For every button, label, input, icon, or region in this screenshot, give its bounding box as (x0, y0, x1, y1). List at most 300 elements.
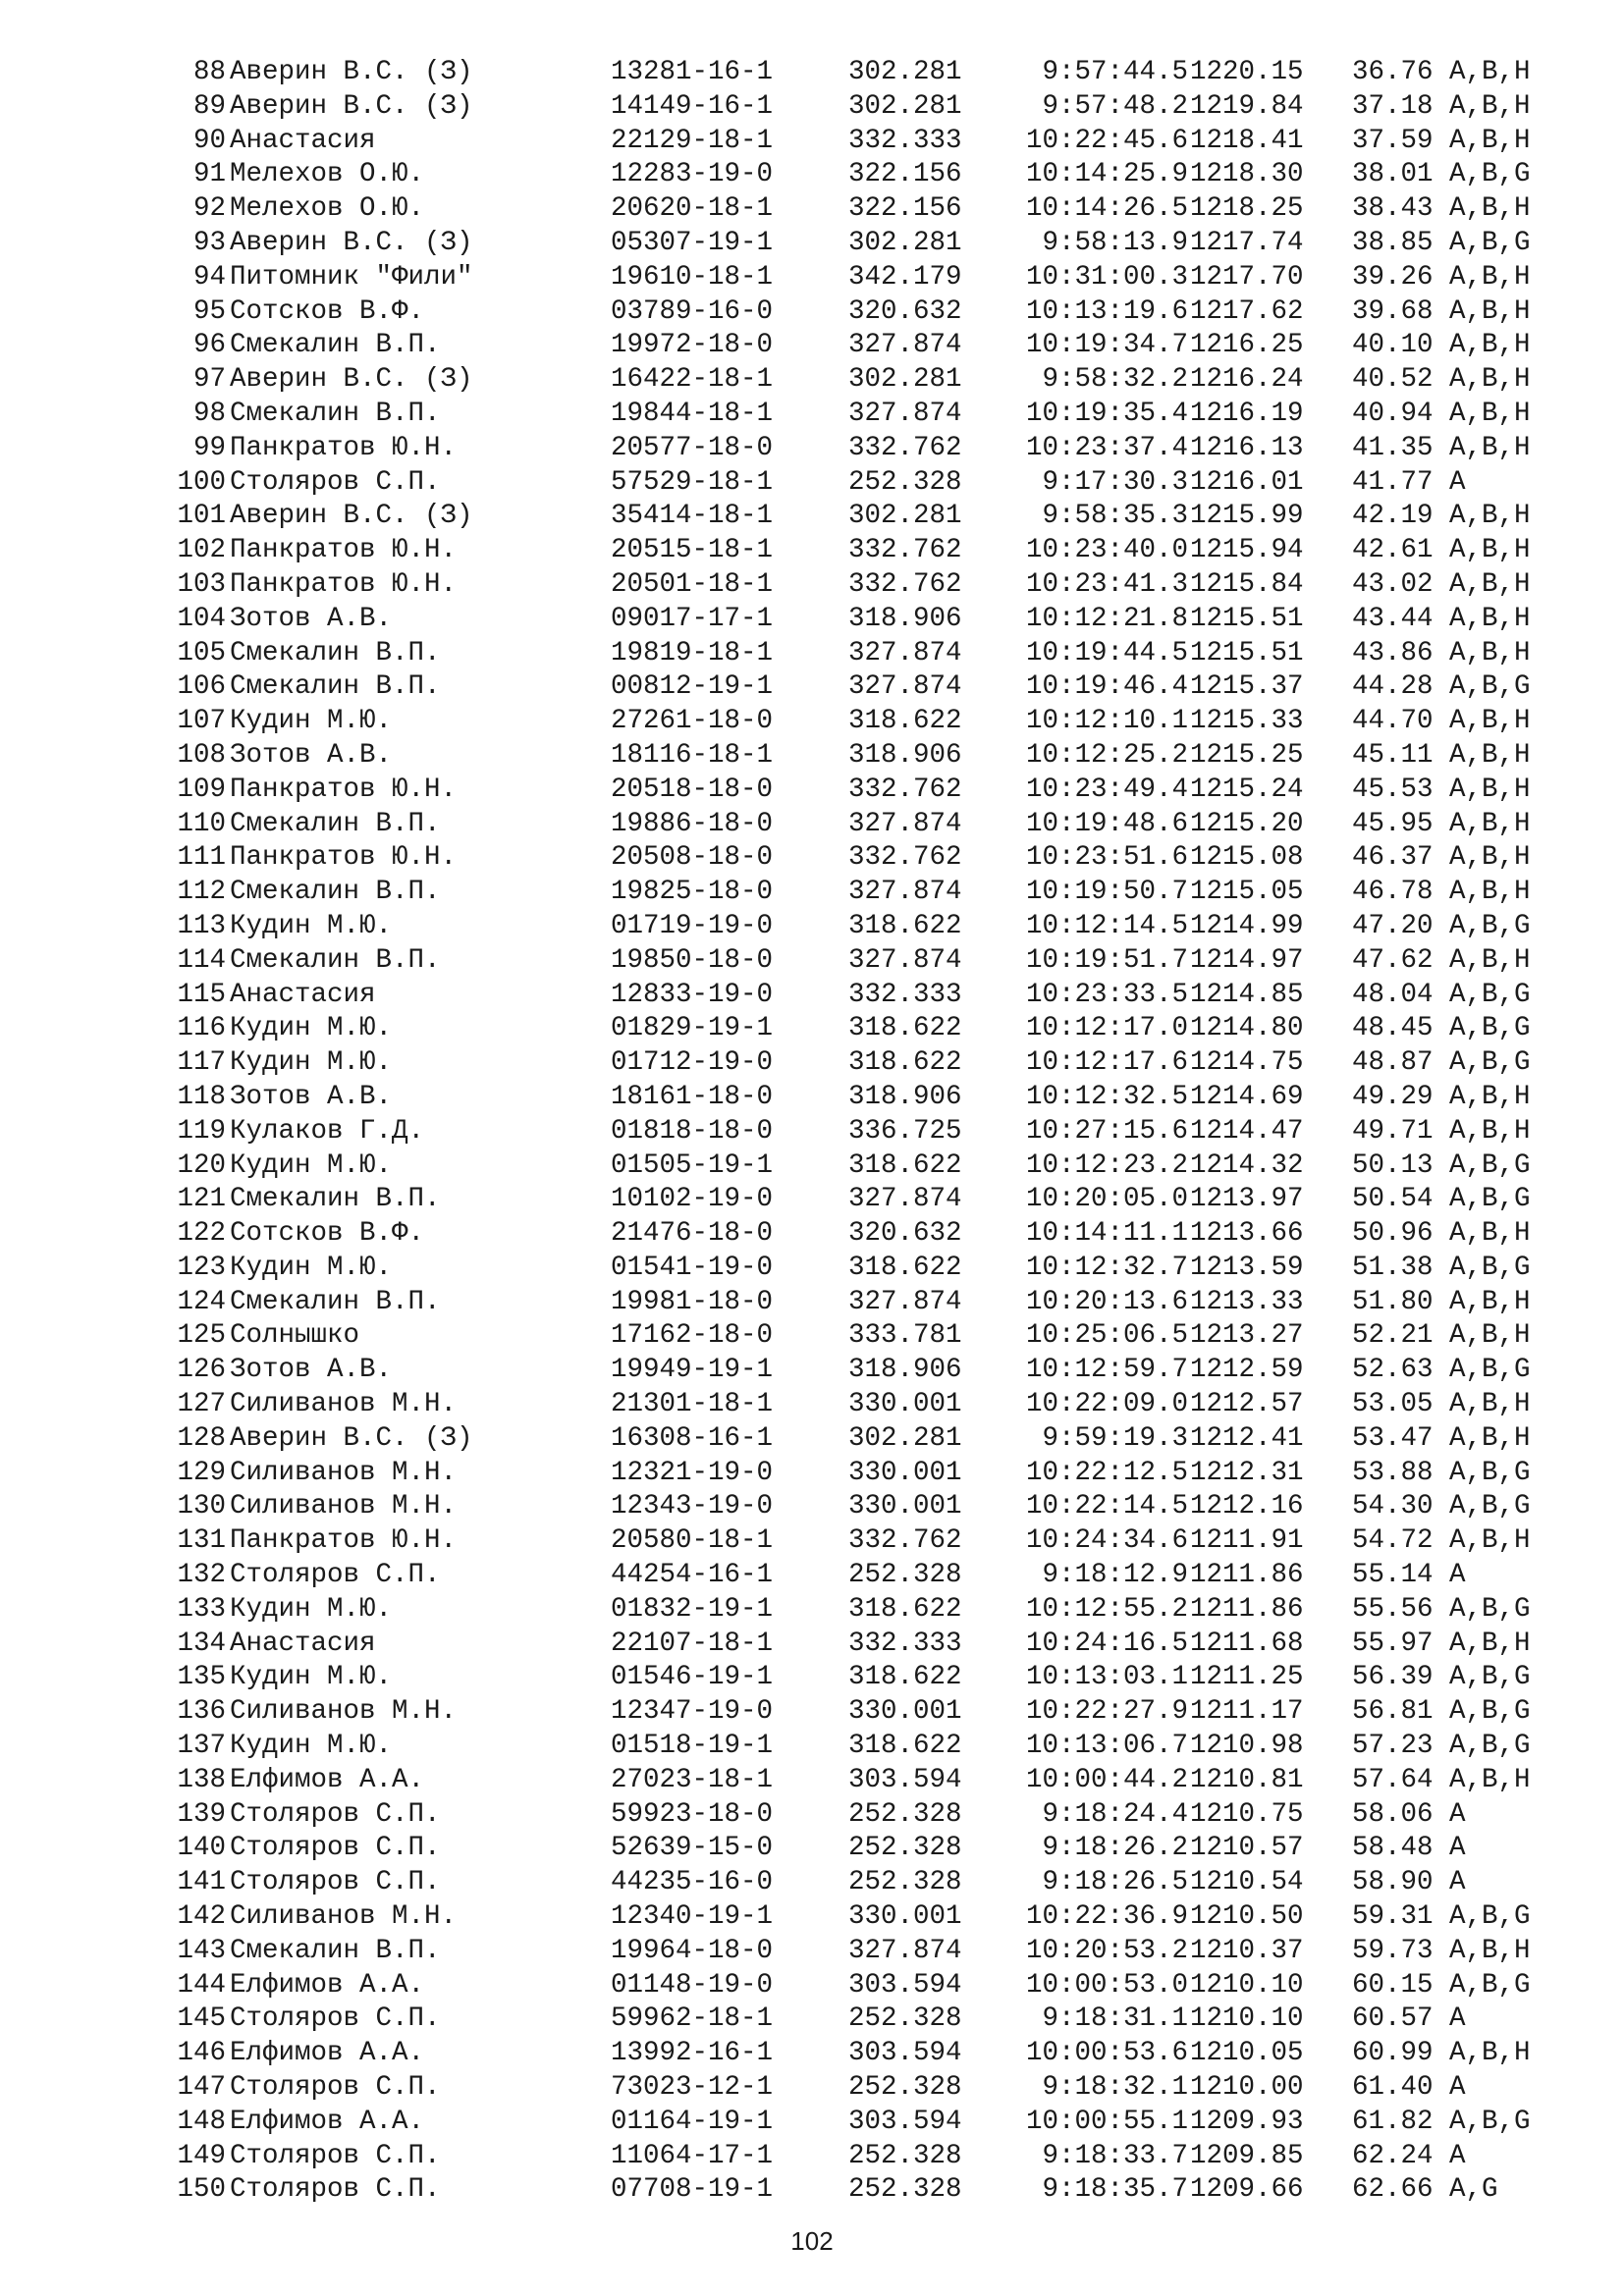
coefficient: 42.19 A,B,H (1352, 501, 1531, 532)
coefficient: 46.37 A,B,H (1352, 842, 1531, 874)
speed: 1212.16 (1190, 1491, 1304, 1522)
distance: 252.328 (848, 466, 962, 498)
ring-number: 01505-19-1 (611, 1149, 774, 1181)
ring-number: 16422-18-1 (611, 364, 774, 396)
arrival-time: 10:14:11.1 (1025, 1218, 1188, 1250)
speed: 1209.93 (1190, 2106, 1304, 2137)
speed: 1210.98 (1190, 1731, 1304, 1762)
ring-number: 01164-19-1 (611, 2106, 774, 2137)
fancier-name: Панкратов Ю.Н. (230, 1525, 458, 1557)
speed: 1217.74 (1190, 227, 1304, 258)
speed: 1215.20 (1190, 808, 1304, 839)
fancier-name: Аверин В.С. (З) (230, 57, 473, 87)
row-number: 146 (177, 2038, 226, 2069)
ring-number: 44254-16-1 (611, 1560, 774, 1591)
distance: 303.594 (848, 1969, 962, 2001)
fancier-name: Смекалин В.П. (230, 637, 441, 668)
speed: 1215.08 (1190, 842, 1304, 874)
fancier-name: Панкратов Ю.Н. (230, 774, 458, 805)
arrival-time: 10:12:25.2 (1025, 739, 1188, 771)
speed: 1216.24 (1190, 364, 1304, 396)
speed: 1211.86 (1190, 1560, 1304, 1591)
distance: 322.156 (848, 193, 962, 225)
coefficient: 49.71 A,B,H (1352, 1115, 1531, 1147)
speed: 1213.66 (1190, 1218, 1304, 1250)
row-number: 122 (177, 1218, 226, 1250)
speed: 1210.10 (1190, 1969, 1304, 2001)
ring-number: 17162-18-0 (611, 1320, 774, 1352)
ring-number: 44235-16-0 (611, 1867, 774, 1898)
fancier-name: Столяров С.П. (230, 1560, 441, 1591)
arrival-time: 10:25:06.5 (1025, 1320, 1188, 1352)
coefficient: 37.59 A,B,H (1352, 125, 1531, 156)
speed: 1220.15 (1190, 57, 1304, 87)
speed: 1214.99 (1190, 910, 1304, 941)
distance: 318.622 (848, 910, 962, 941)
coefficient: 55.14 A (1352, 1560, 1466, 1591)
speed: 1215.33 (1190, 706, 1304, 737)
distance: 318.906 (848, 1081, 962, 1112)
distance: 327.874 (848, 398, 962, 429)
row-number: 138 (177, 1764, 226, 1795)
distance: 303.594 (848, 2106, 962, 2137)
speed: 1210.50 (1190, 1901, 1304, 1933)
ring-number: 11064-17-1 (611, 2140, 774, 2171)
fancier-name: Столяров С.П. (230, 1798, 441, 1830)
row-number: 100 (177, 466, 226, 498)
ring-number: 27023-18-1 (611, 1764, 774, 1795)
arrival-time: 9:18:12.9 (1042, 1560, 1188, 1591)
row-number: 119 (177, 1115, 226, 1147)
coefficient: 45.95 A,B,H (1352, 808, 1531, 839)
fancier-name: Панкратов Ю.Н. (230, 432, 458, 463)
ring-number: 19981-18-0 (611, 1286, 774, 1317)
coefficient: 55.56 A,B,G (1352, 1593, 1531, 1625)
speed: 1210.05 (1190, 2038, 1304, 2069)
coefficient: 54.30 A,B,G (1352, 1491, 1531, 1522)
arrival-time: 10:12:55.2 (1025, 1593, 1188, 1625)
arrival-time: 10:19:46.4 (1025, 671, 1188, 703)
speed: 1218.30 (1190, 159, 1304, 190)
fancier-name: Мелехов О.Ю. (230, 193, 425, 225)
arrival-time: 9:58:13.9 (1042, 227, 1188, 258)
fancier-name: Аверин В.С. (З) (230, 501, 473, 532)
speed: 1216.13 (1190, 432, 1304, 463)
row-number: 101 (177, 501, 226, 532)
ring-number: 20508-18-0 (611, 842, 774, 874)
ring-number: 19886-18-0 (611, 808, 774, 839)
distance: 342.179 (848, 261, 962, 293)
speed: 1212.31 (1190, 1457, 1304, 1488)
distance: 302.281 (848, 227, 962, 258)
row-number: 131 (177, 1525, 226, 1557)
speed: 1213.33 (1190, 1286, 1304, 1317)
arrival-time: 10:23:41.3 (1025, 568, 1188, 600)
fancier-name: Смекалин В.П. (230, 398, 441, 429)
coefficient: 62.66 A,G (1352, 2174, 1498, 2206)
row-number: 112 (177, 877, 226, 908)
speed: 1210.37 (1190, 1935, 1304, 1966)
arrival-time: 10:13:06.7 (1025, 1731, 1188, 1762)
speed: 1215.84 (1190, 568, 1304, 600)
coefficient: 44.28 A,B,G (1352, 671, 1531, 703)
coefficient: 56.81 A,B,G (1352, 1696, 1531, 1728)
speed: 1215.37 (1190, 671, 1304, 703)
arrival-time: 10:22:12.5 (1025, 1457, 1188, 1488)
distance: 332.762 (848, 568, 962, 600)
fancier-name: Елфимов А.А. (230, 1764, 425, 1795)
row-number: 109 (177, 774, 226, 805)
row-number: 92 (192, 193, 226, 225)
speed: 1210.75 (1190, 1798, 1304, 1830)
speed: 1215.51 (1190, 603, 1304, 634)
ring-number: 59962-18-1 (611, 2003, 774, 2035)
coefficient: 48.87 A,B,G (1352, 1047, 1531, 1079)
arrival-time: 10:14:25.9 (1025, 159, 1188, 190)
row-number: 143 (177, 1935, 226, 1966)
coefficient: 57.23 A,B,G (1352, 1731, 1531, 1762)
speed: 1210.00 (1190, 2072, 1304, 2104)
distance: 332.762 (848, 774, 962, 805)
ring-number: 16308-16-1 (611, 1422, 774, 1454)
arrival-time: 10:12:14.5 (1025, 910, 1188, 941)
arrival-time: 10:22:09.0 (1025, 1389, 1188, 1420)
ring-number: 12340-19-1 (611, 1901, 774, 1933)
fancier-name: Кудин М.Ю. (230, 1149, 393, 1181)
coefficient: 52.21 A,B,H (1352, 1320, 1531, 1352)
distance: 302.281 (848, 1422, 962, 1454)
coefficient: 41.35 A,B,H (1352, 432, 1531, 463)
fancier-name: Кудин М.Ю. (230, 1593, 393, 1625)
ring-number: 20501-18-1 (611, 568, 774, 600)
fancier-name: Солнышко (230, 1320, 360, 1352)
fancier-name: Кудин М.Ю. (230, 1013, 393, 1044)
distance: 303.594 (848, 2038, 962, 2069)
coefficient: 58.06 A (1352, 1798, 1466, 1830)
coefficient: 62.24 A (1352, 2140, 1466, 2171)
fancier-name: Кудин М.Ю. (230, 910, 393, 941)
ring-number: 19844-18-1 (611, 398, 774, 429)
distance: 252.328 (848, 2072, 962, 2104)
fancier-name: Панкратов Ю.Н. (230, 568, 458, 600)
coefficient: 37.18 A,B,H (1352, 90, 1531, 122)
coefficient: 38.43 A,B,H (1352, 193, 1531, 225)
speed: 1214.32 (1190, 1149, 1304, 1181)
page-number: 102 (790, 2226, 834, 2256)
ring-number: 21476-18-0 (611, 1218, 774, 1250)
speed: 1212.59 (1190, 1355, 1304, 1386)
fancier-name: Кудин М.Ю. (230, 1252, 393, 1283)
speed: 1210.54 (1190, 1867, 1304, 1898)
arrival-time: 10:20:05.0 (1025, 1184, 1188, 1215)
distance: 318.622 (848, 1047, 962, 1079)
distance: 302.281 (848, 364, 962, 396)
speed: 1211.25 (1190, 1662, 1304, 1693)
speed: 1214.80 (1190, 1013, 1304, 1044)
arrival-time: 9:18:26.5 (1042, 1867, 1188, 1898)
ring-number: 27261-18-0 (611, 706, 774, 737)
distance: 318.622 (848, 706, 962, 737)
arrival-time: 10:13:19.6 (1025, 295, 1188, 327)
row-number: 96 (192, 330, 226, 361)
arrival-time: 9:18:31.1 (1042, 2003, 1188, 2035)
row-number: 120 (177, 1149, 226, 1181)
distance: 252.328 (848, 2174, 962, 2206)
coefficient: 44.70 A,B,H (1352, 706, 1531, 737)
row-number: 136 (177, 1696, 226, 1728)
row-number: 94 (192, 261, 226, 293)
row-number: 124 (177, 1286, 226, 1317)
row-number: 116 (177, 1013, 226, 1044)
distance: 318.906 (848, 603, 962, 634)
row-number: 121 (177, 1184, 226, 1215)
ring-number: 01832-19-1 (611, 1593, 774, 1625)
speed: 1210.10 (1190, 2003, 1304, 2035)
fancier-name: Столяров С.П. (230, 466, 441, 498)
distance: 252.328 (848, 2140, 962, 2171)
fancier-name: Силиванов М.Н. (230, 1696, 458, 1728)
coefficient: 52.63 A,B,G (1352, 1355, 1531, 1386)
fancier-name: Анастасия (230, 1628, 376, 1659)
distance: 332.333 (848, 979, 962, 1010)
speed: 1213.97 (1190, 1184, 1304, 1215)
ring-number: 01546-19-1 (611, 1662, 774, 1693)
row-number: 139 (177, 1798, 226, 1830)
fancier-name: Зотов А.В. (230, 1355, 393, 1386)
speed: 1214.47 (1190, 1115, 1304, 1147)
distance: 327.874 (848, 944, 962, 976)
row-number: 148 (177, 2106, 226, 2137)
fancier-name: Анастасия (230, 125, 376, 156)
distance: 320.632 (848, 295, 962, 327)
coefficient: 47.20 A,B,G (1352, 910, 1531, 941)
row-number: 128 (177, 1422, 226, 1454)
ring-number: 01829-19-1 (611, 1013, 774, 1044)
distance: 332.333 (848, 1628, 962, 1659)
ring-number: 21301-18-1 (611, 1389, 774, 1420)
arrival-time: 10:12:32.7 (1025, 1252, 1188, 1283)
coefficient: 53.05 A,B,H (1352, 1389, 1531, 1420)
ring-number: 13992-16-1 (611, 2038, 774, 2069)
ring-number: 19949-19-1 (611, 1355, 774, 1386)
arrival-time: 10:23:51.6 (1025, 842, 1188, 874)
arrival-time: 10:20:13.6 (1025, 1286, 1188, 1317)
row-number: 97 (192, 364, 226, 396)
arrival-time: 10:19:44.5 (1025, 637, 1188, 668)
fancier-name: Зотов А.В. (230, 603, 393, 634)
distance: 327.874 (848, 877, 962, 908)
distance: 318.622 (848, 1662, 962, 1693)
speed: 1218.25 (1190, 193, 1304, 225)
fancier-name: Смекалин В.П. (230, 1184, 441, 1215)
ring-number: 22129-18-1 (611, 125, 774, 156)
arrival-time: 10:12:23.2 (1025, 1149, 1188, 1181)
row-number: 102 (177, 535, 226, 566)
ring-number: 01712-19-0 (611, 1047, 774, 1079)
coefficient: 49.29 A,B,H (1352, 1081, 1531, 1112)
fancier-name: Кудин М.Ю. (230, 706, 393, 737)
row-number: 106 (177, 671, 226, 703)
speed: 1210.81 (1190, 1764, 1304, 1795)
ring-number: 18161-18-0 (611, 1081, 774, 1112)
ring-number: 52639-15-0 (611, 1833, 774, 1864)
row-number: 142 (177, 1901, 226, 1933)
coefficient: 42.61 A,B,H (1352, 535, 1531, 566)
arrival-time: 10:12:17.6 (1025, 1047, 1188, 1079)
speed: 1211.68 (1190, 1628, 1304, 1659)
speed: 1211.86 (1190, 1593, 1304, 1625)
ring-number: 18116-18-1 (611, 739, 774, 771)
distance: 332.762 (848, 535, 962, 566)
arrival-time: 10:12:10.1 (1025, 706, 1188, 737)
row-number: 113 (177, 910, 226, 941)
distance: 330.001 (848, 1457, 962, 1488)
arrival-time: 10:22:45.6 (1025, 125, 1188, 156)
fancier-name: Аверин В.С. (З) (230, 1422, 473, 1454)
row-number: 132 (177, 1560, 226, 1591)
fancier-name: Елфимов А.А. (230, 2106, 425, 2137)
distance: 318.906 (848, 739, 962, 771)
fancier-name: Аверин В.С. (З) (230, 227, 473, 258)
fancier-name: Силиванов М.Н. (230, 1901, 458, 1933)
arrival-time: 9:18:32.1 (1042, 2072, 1188, 2104)
arrival-time: 10:23:40.0 (1025, 535, 1188, 566)
row-number: 130 (177, 1491, 226, 1522)
fancier-name: Аверин В.С. (З) (230, 90, 473, 122)
row-number: 115 (177, 979, 226, 1010)
distance: 327.874 (848, 330, 962, 361)
row-number: 137 (177, 1731, 226, 1762)
distance: 318.622 (848, 1252, 962, 1283)
speed: 1215.51 (1190, 637, 1304, 668)
speed: 1212.41 (1190, 1422, 1304, 1454)
ring-number: 19610-18-1 (611, 261, 774, 293)
fancier-name: Питомник "Фили" (230, 261, 473, 293)
arrival-time: 10:23:49.4 (1025, 774, 1188, 805)
coefficient: 36.76 A,B,H (1352, 57, 1531, 87)
row-number: 91 (192, 159, 226, 190)
arrival-time: 10:13:03.1 (1025, 1662, 1188, 1693)
speed: 1211.91 (1190, 1525, 1304, 1557)
coefficient: 50.96 A,B,H (1352, 1218, 1531, 1250)
arrival-time: 9:17:30.3 (1042, 466, 1188, 498)
coefficient: 57.64 A,B,H (1352, 1764, 1531, 1795)
arrival-time: 9:18:33.7 (1042, 2140, 1188, 2171)
coefficient: 41.77 A (1352, 466, 1466, 498)
fancier-name: Смекалин В.П. (230, 1286, 441, 1317)
fancier-name: Смекалин В.П. (230, 944, 441, 976)
fancier-name: Смекалин В.П. (230, 671, 441, 703)
row-number: 104 (177, 603, 226, 634)
coefficient: 46.78 A,B,H (1352, 877, 1531, 908)
speed: 1210.57 (1190, 1833, 1304, 1864)
ring-number: 01818-18-0 (611, 1115, 774, 1147)
speed: 1216.01 (1190, 466, 1304, 498)
distance: 327.874 (848, 1935, 962, 1966)
distance: 302.281 (848, 501, 962, 532)
coefficient: 61.40 A (1352, 2072, 1466, 2104)
coefficient: 58.48 A (1352, 1833, 1466, 1864)
fancier-name: Кудин М.Ю. (230, 1731, 393, 1762)
fancier-name: Кудин М.Ю. (230, 1047, 393, 1079)
arrival-time: 10:00:53.6 (1025, 2038, 1188, 2069)
coefficient: 43.44 A,B,H (1352, 603, 1531, 634)
coefficient: 60.99 A,B,H (1352, 2038, 1531, 2069)
row-number: 135 (177, 1662, 226, 1693)
distance: 252.328 (848, 1798, 962, 1830)
coefficient: 47.62 A,B,H (1352, 944, 1531, 976)
fancier-name: Столяров С.П. (230, 1833, 441, 1864)
row-number: 117 (177, 1047, 226, 1079)
row-number: 140 (177, 1833, 226, 1864)
ring-number: 35414-18-1 (611, 501, 774, 532)
ring-number: 12321-19-0 (611, 1457, 774, 1488)
distance: 327.874 (848, 808, 962, 839)
ring-number: 20515-18-1 (611, 535, 774, 566)
coefficient: 53.88 A,B,G (1352, 1457, 1531, 1488)
ring-number: 22107-18-1 (611, 1628, 774, 1659)
coefficient: 61.82 A,B,G (1352, 2106, 1531, 2137)
fancier-name: Смекалин В.П. (230, 808, 441, 839)
arrival-time: 10:12:59.7 (1025, 1355, 1188, 1386)
speed: 1215.99 (1190, 501, 1304, 532)
row-number: 144 (177, 1969, 226, 2001)
ring-number: 01719-19-0 (611, 910, 774, 941)
arrival-time: 10:12:21.8 (1025, 603, 1188, 634)
ring-number: 13281-16-1 (611, 57, 774, 87)
row-number: 133 (177, 1593, 226, 1625)
arrival-time: 10:19:51.7 (1025, 944, 1188, 976)
distance: 252.328 (848, 1867, 962, 1898)
coefficient: 43.86 A,B,H (1352, 637, 1531, 668)
arrival-time: 10:00:44.2 (1025, 1764, 1188, 1795)
fancier-name: Елфимов А.А. (230, 2038, 425, 2069)
speed: 1218.41 (1190, 125, 1304, 156)
coefficient: 39.68 A,B,H (1352, 295, 1531, 327)
coefficient: 38.01 A,B,G (1352, 159, 1531, 190)
ring-number: 20577-18-0 (611, 432, 774, 463)
coefficient: 50.54 A,B,G (1352, 1184, 1531, 1215)
fancier-name: Столяров С.П. (230, 1867, 441, 1898)
fancier-name: Панкратов Ю.Н. (230, 535, 458, 566)
row-number: 127 (177, 1389, 226, 1420)
speed: 1216.25 (1190, 330, 1304, 361)
ring-number: 01541-19-0 (611, 1252, 774, 1283)
coefficient: 54.72 A,B,H (1352, 1525, 1531, 1557)
arrival-time: 9:18:35.7 (1042, 2174, 1188, 2206)
fancier-name: Зотов А.В. (230, 739, 393, 771)
distance: 332.333 (848, 125, 962, 156)
ring-number: 12343-19-0 (611, 1491, 774, 1522)
fancier-name: Силиванов М.Н. (230, 1457, 458, 1488)
arrival-time: 10:19:34.7 (1025, 330, 1188, 361)
speed: 1215.24 (1190, 774, 1304, 805)
arrival-time: 10:19:48.6 (1025, 808, 1188, 839)
coefficient: 58.90 A (1352, 1867, 1466, 1898)
speed: 1209.85 (1190, 2140, 1304, 2171)
coefficient: 48.45 A,B,G (1352, 1013, 1531, 1044)
row-number: 90 (192, 125, 226, 156)
fancier-name: Смекалин В.П. (230, 330, 441, 361)
distance: 327.874 (848, 671, 962, 703)
ring-number: 12833-19-0 (611, 979, 774, 1010)
distance: 318.622 (848, 1593, 962, 1625)
speed: 1209.66 (1190, 2174, 1304, 2206)
coefficient: 48.04 A,B,G (1352, 979, 1531, 1010)
ring-number: 01518-19-1 (611, 1731, 774, 1762)
ring-number: 19825-18-0 (611, 877, 774, 908)
arrival-time: 10:23:37.4 (1025, 432, 1188, 463)
